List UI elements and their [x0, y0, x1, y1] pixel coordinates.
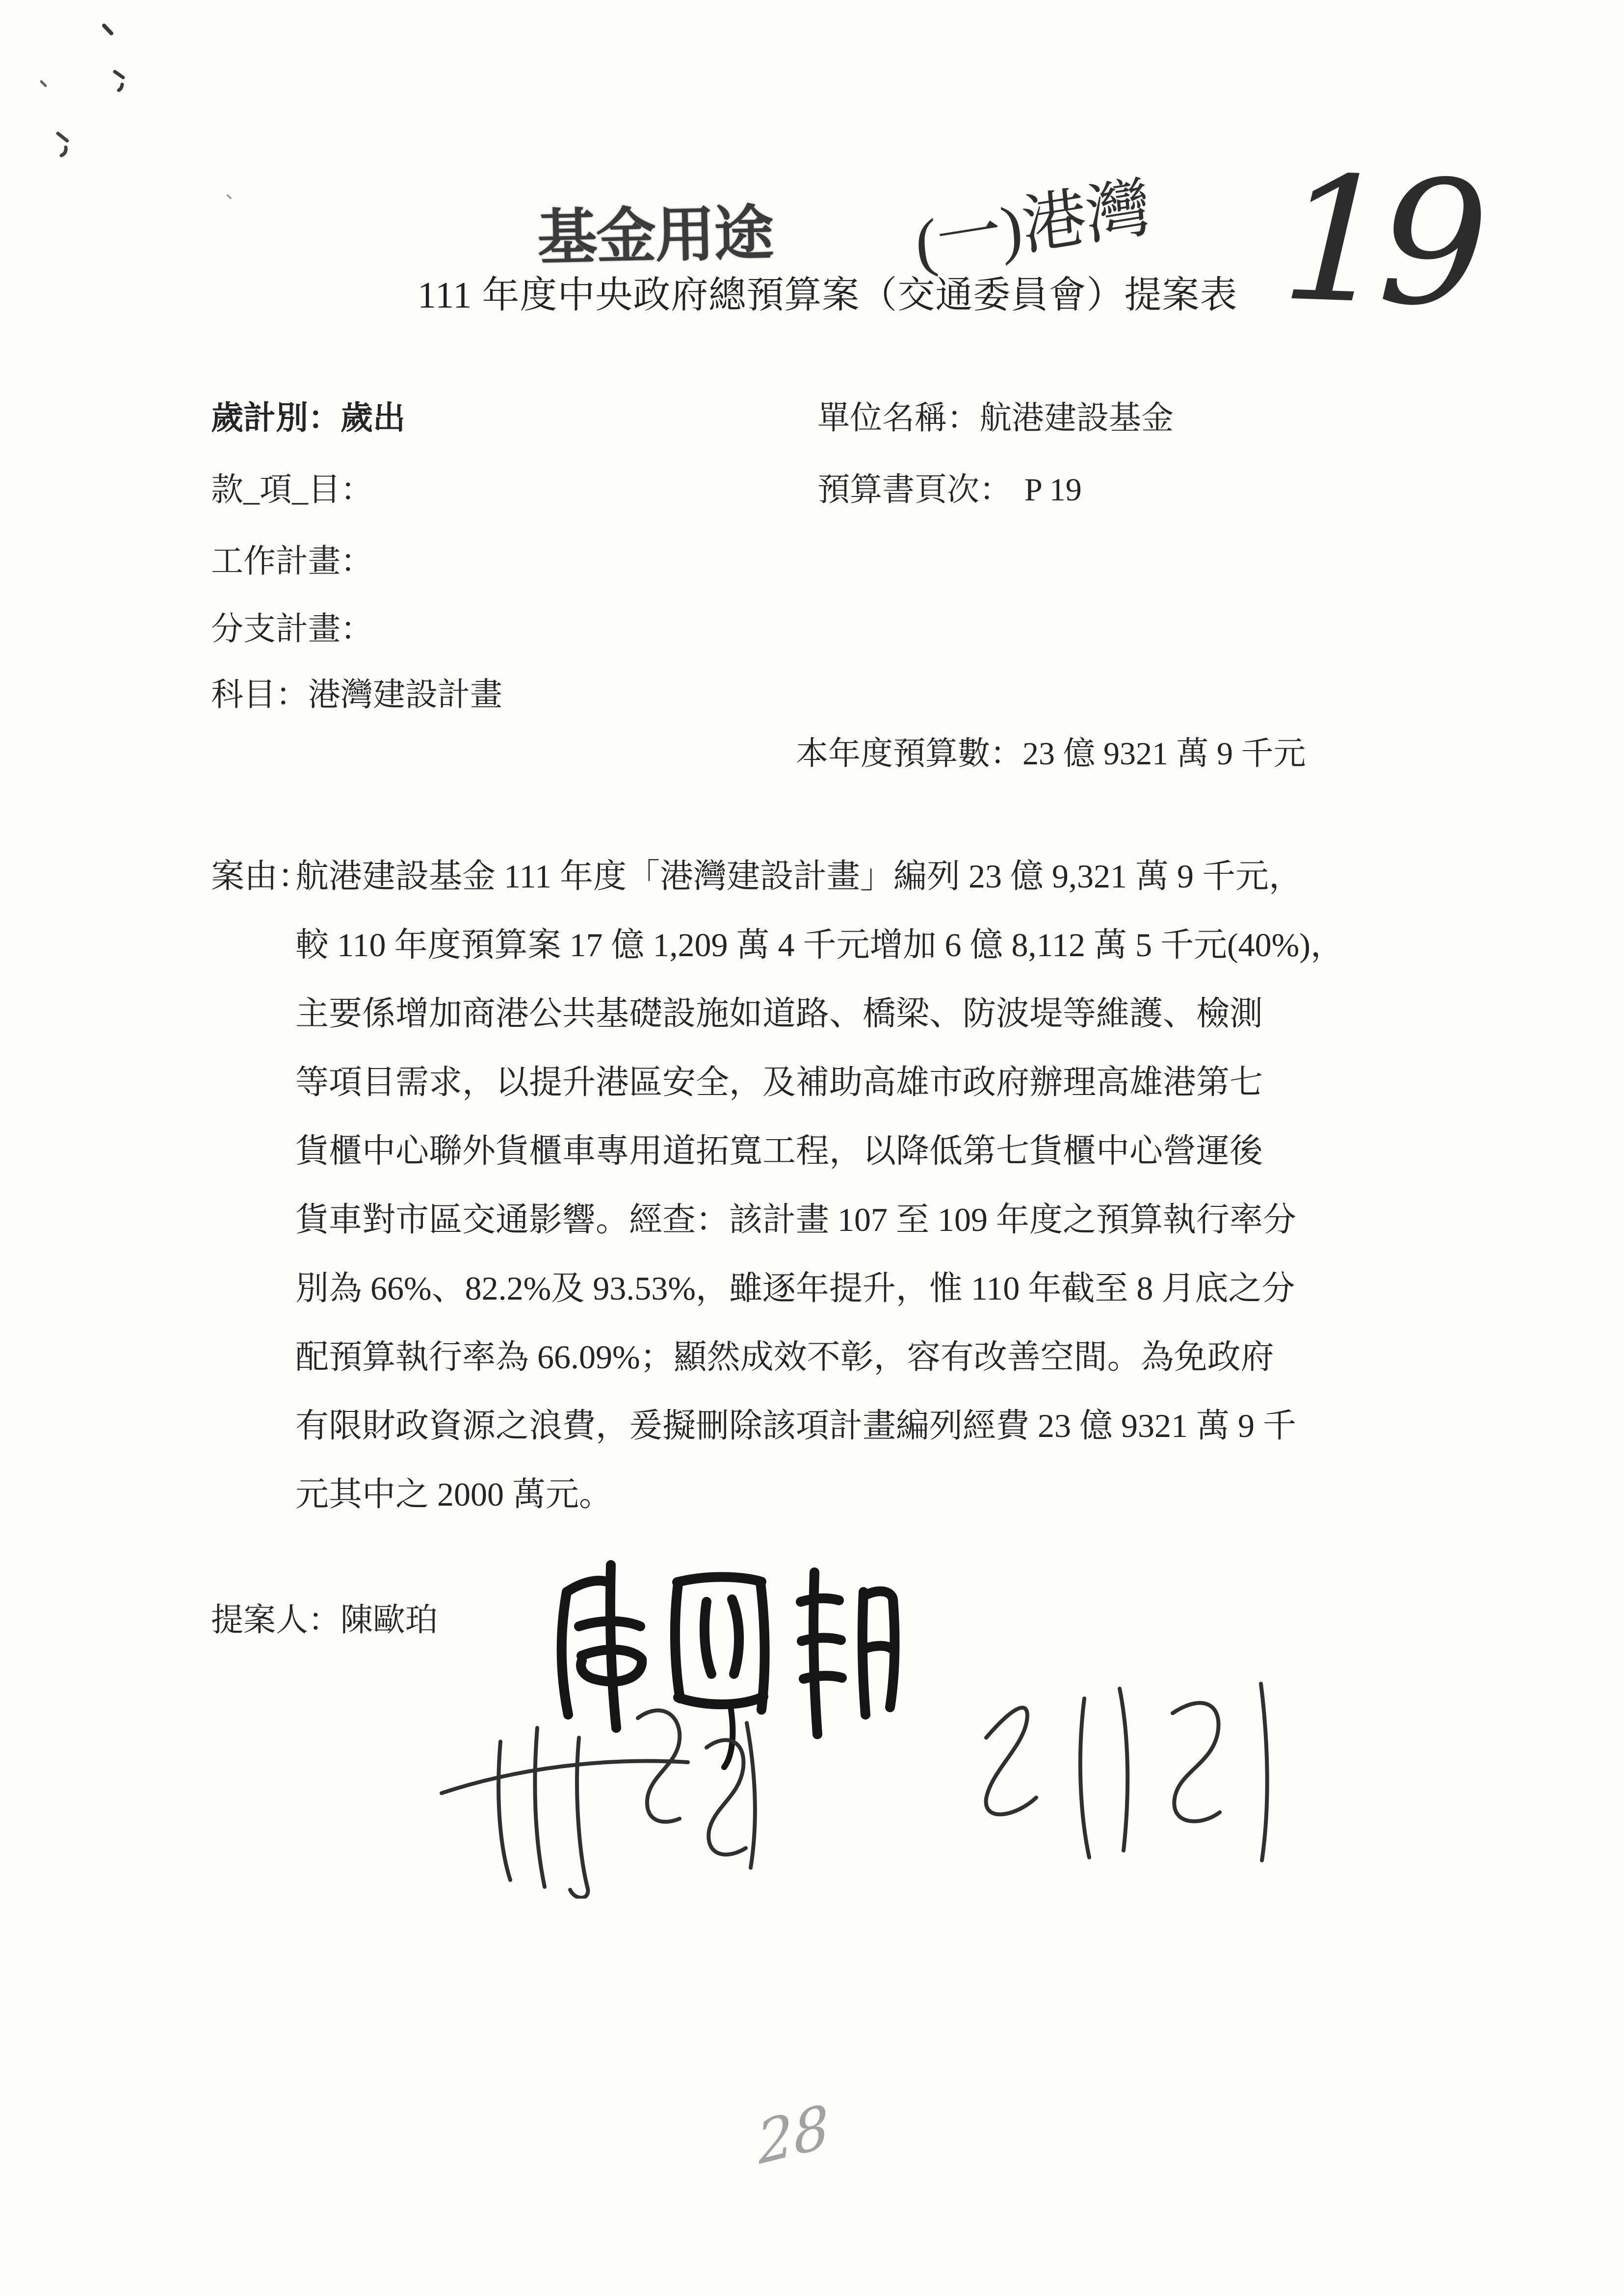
field-value: 歲出 [341, 400, 405, 436]
case-line: 貨車對市區交通影響。經查：該計畫 107 至 109 年度之預算執行率分 [295, 1201, 1297, 1238]
case-line: 元其中之 2000 萬元。 [295, 1476, 613, 1513]
field-label: 款_項_目： [211, 472, 373, 508]
case-line: 配預算執行率為 66.09%；顯然成效不彰，容有改善空間。為免政府 [295, 1338, 1274, 1376]
case-line: 航港建設基金 111 年度「港灣建設計畫」編列 23 億 9,321 萬 9 千元， [295, 858, 1302, 895]
handwritten-category-note: (一)港灣 [912, 171, 1153, 280]
case-line: 等項目需求，以提升港區安全，及補助高雄市政府辦理高雄港第七 [295, 1064, 1263, 1101]
field-label: 預算書頁次： [817, 472, 1012, 508]
field-label: 分支計畫： [211, 611, 373, 647]
handwritten-fund-use-label: 基金用途 [536, 200, 774, 272]
handwritten-pencil-number: 28 [755, 2091, 832, 2178]
field-label: 本年度預算數： [796, 736, 1022, 772]
field-value: 23 億 9321 萬 9 千元 [1022, 736, 1306, 772]
field-fiscal-category [211, 391, 405, 438]
field-item [211, 463, 373, 510]
field-budget-page [817, 463, 1082, 510]
field-value: P 19 [1024, 472, 1082, 508]
case-line: 有限財政資源之浪費，爰擬刪除該項計畫編列經費 23 億 9321 萬 9 千 [295, 1407, 1297, 1444]
document-title: 111 年度中央政府總預算案（交通委員會）提案表 [418, 275, 1238, 316]
proposer-name: 陳歐珀 [341, 1602, 438, 1638]
field-current-year-budget [796, 727, 1306, 774]
field-label: 單位名稱： [817, 400, 979, 436]
field-label: 歲計別： [211, 400, 341, 436]
case-statement [211, 842, 1344, 1529]
proposer-row [211, 1593, 438, 1640]
field-work-plan [211, 535, 373, 581]
field-label: 科目： [211, 677, 308, 713]
field-label: 工作計畫： [211, 544, 373, 579]
case-line: 主要係增加商港公共基礎設施如道路、橋梁、防波堤等維護、檢測 [295, 995, 1263, 1032]
case-line: 別為 66%、82.2%及 93.53%，雖逐年提升，惟 110 年截至 8 月底之分 [295, 1270, 1295, 1307]
proposer-label: 提案人： [211, 1602, 341, 1638]
case-line: 較 110 年度預算案 17 億 1,209 萬 4 千元增加 6 億 8,112 萬 5 千元(40%)， [295, 926, 1344, 964]
field-branch-plan [211, 602, 373, 649]
case-line: 貨櫃中心聯外貨櫃車專用道拓寬工程，以降低第七貨櫃中心營運後 [295, 1132, 1263, 1170]
field-subject [211, 668, 502, 715]
field-value: 港灣建設計畫 [308, 677, 502, 713]
scan-specks [0, 0, 255, 221]
handwritten-large-page-number: 19 [1278, 138, 1480, 345]
case-label: 案由： [211, 858, 312, 895]
field-value: 航港建設基金 [979, 400, 1174, 436]
signature-3-illegible [947, 1668, 1290, 1869]
signature-2-illegible [432, 1693, 844, 1899]
field-unit-name [817, 391, 1174, 438]
case-lines [295, 842, 1344, 1529]
